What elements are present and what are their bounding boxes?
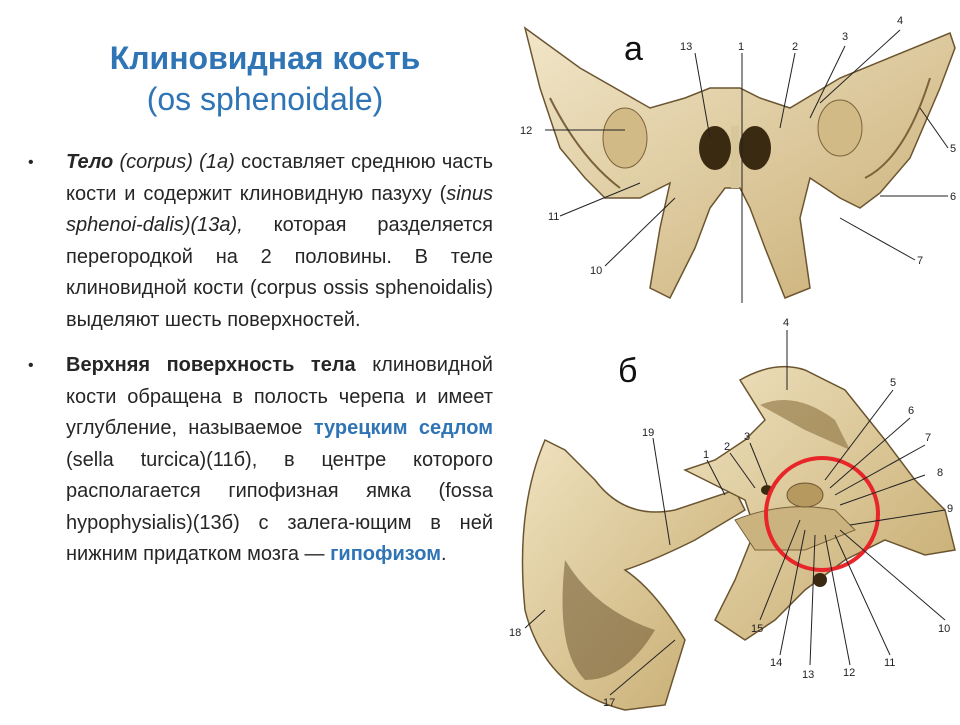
sphenoid-front-illustration <box>510 8 960 308</box>
figure-b-number: 13 <box>802 669 815 681</box>
bullet-text: . <box>441 543 447 565</box>
bullet-text: клиновидной кости обращена в полость черепа и имеет углубление, называемое <box>66 354 493 439</box>
figure-b-number: 10 <box>938 623 951 635</box>
bullet-text: которая разделяется перегородкой на 2 половины. В теле клиновидной кости (corpus ossis sphenoidalis) выделяют шесть поверхностей. <box>66 214 493 331</box>
figure-a-label: а <box>624 30 643 68</box>
bullet-item-body <box>28 147 493 336</box>
term-hypophysis: гипофизом <box>330 543 441 565</box>
figure-a-number: 13 <box>680 41 693 53</box>
bullet-icon: • <box>28 357 34 374</box>
bullet-text: (sella turcica)(11б), в центре которого располагается гипофизная ямка (fossa hypophysialis)(13б) с залега-ющим в ней нижним придатком мозга — <box>66 448 493 565</box>
title-block <box>40 38 490 120</box>
bullet-icon: • <box>28 154 34 171</box>
figure-b-number: 9 <box>947 503 954 515</box>
figure-b-number: 19 <box>642 427 655 439</box>
body-text <box>28 147 493 571</box>
figure-b-number: 6 <box>908 405 915 417</box>
figure-b-number: 4 <box>783 317 790 329</box>
figure-b-number: 5 <box>890 377 897 389</box>
figure-a-number: 2 <box>792 41 799 53</box>
term-telo: Тело <box>66 151 114 173</box>
page-subtitle: (os sphenoidale) <box>146 81 384 117</box>
figure-a-number: 4 <box>897 15 904 27</box>
figure-b-number: 18 <box>509 627 522 639</box>
bullet-text: составляет среднюю часть кости и содержит клиновидную пазуху ( <box>66 151 493 205</box>
figure-b <box>505 310 960 720</box>
figure-b-number: 3 <box>744 431 751 443</box>
figure-a-number: 11 <box>548 211 560 223</box>
figure-b-number: 15 <box>751 623 764 635</box>
figure-b-number: 12 <box>843 667 856 679</box>
term-sella-turcica: турецким седлом <box>313 417 494 439</box>
figure-a-number: 3 <box>842 31 849 43</box>
figure-a-number: 12 <box>520 125 533 137</box>
latin-corpus: (corpus) (1а) <box>113 151 235 173</box>
skull-base-illustration <box>505 310 960 720</box>
figure-a-number: 1 <box>738 41 745 53</box>
figure-a-number: 7 <box>917 255 924 267</box>
figure-a-number: 10 <box>590 265 603 277</box>
figure-a-number: 5 <box>950 143 957 155</box>
figure-b-number: 7 <box>925 432 932 444</box>
latin-sinus: sinus sphenoi-dalis)(13а), <box>66 182 493 236</box>
bullet-item-upper-surface <box>28 350 493 571</box>
page-title: Клиновидная кость <box>109 40 421 76</box>
figure-b-number: 8 <box>937 467 944 479</box>
figure-a <box>510 8 960 308</box>
figure-b-label: б <box>618 352 638 390</box>
figure-b-number: 17 <box>603 697 616 709</box>
figure-b-number: 1 <box>703 449 710 461</box>
figure-b-number: 14 <box>770 657 783 669</box>
figure-a-number: 6 <box>950 191 957 203</box>
term-upper-surface: Верхняя поверхность тела <box>66 354 356 376</box>
figure-b-number: 11 <box>884 657 896 669</box>
figure-b-number: 2 <box>724 441 731 453</box>
